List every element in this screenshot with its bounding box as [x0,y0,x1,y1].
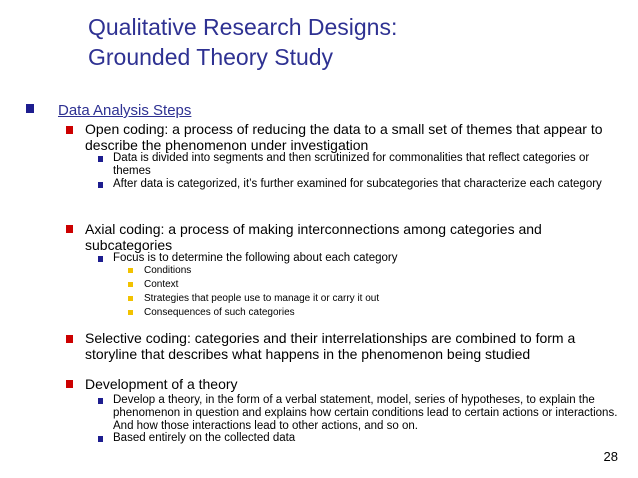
open-coding-text: Open coding: a process of reducing the data to a small set of themes that appear to describe the phenomenon under investigation [85,121,603,153]
theory-sub-2: Based entirely on the collected data [113,432,296,444]
square-bullet-icon [98,436,103,442]
selective-coding-text: Selective coding: categories and their interrelationships are combined to form a storyline that describes what happens in the phenomenon being studied [85,330,576,362]
section-heading: Data Analysis Steps [58,102,192,119]
axial-item-conditions: Conditions [144,265,192,276]
axial-item-context: Context [144,279,179,290]
axial-item-strategies: Strategies that people use to manage it or carry it out [144,293,380,304]
square-bullet-icon [98,182,103,188]
square-bullet-icon [98,156,103,162]
theory-sub-1: Develop a theory, in the form of a verbal statement, model, series of hypotheses, to explain the phenomenon in question and explains how certain conditions lead to certain actions or interactions. And how those interactions lead to other actions, and so on. [113,394,618,432]
axial-coding-text: Axial coding: a process of making interconnections among categories and subcategories [85,221,542,253]
axial-item-consequences: Consequences of such categories [144,307,295,318]
square-bullet-icon [26,104,34,113]
square-bullet-icon [66,380,73,388]
axial-coding-sub-1: Focus is to determine the following about each category [113,252,398,264]
theory-text: Development of a theory [85,376,238,392]
square-bullet-icon [66,225,73,233]
slide-title [88,12,608,72]
square-bullet-icon [128,282,133,287]
slide-title-line-2: Grounded Theory Study [88,44,334,70]
square-bullet-icon [98,398,103,404]
square-bullet-icon [128,310,133,315]
square-bullet-icon [128,268,133,273]
page-number: 28 [603,449,618,464]
square-bullet-icon [66,335,73,343]
open-coding-sub-1: Data is divided into segments and then scrutinized for commonalities that reflect categories or themes [113,152,590,177]
slide-title-line-1: Qualitative Research Designs: [88,14,398,40]
square-bullet-icon [128,296,133,301]
square-bullet-icon [98,256,103,262]
square-bullet-icon [66,126,73,134]
open-coding-sub-2: After data is categorized, it’s further examined for subcategories that characterize each category [113,178,602,190]
